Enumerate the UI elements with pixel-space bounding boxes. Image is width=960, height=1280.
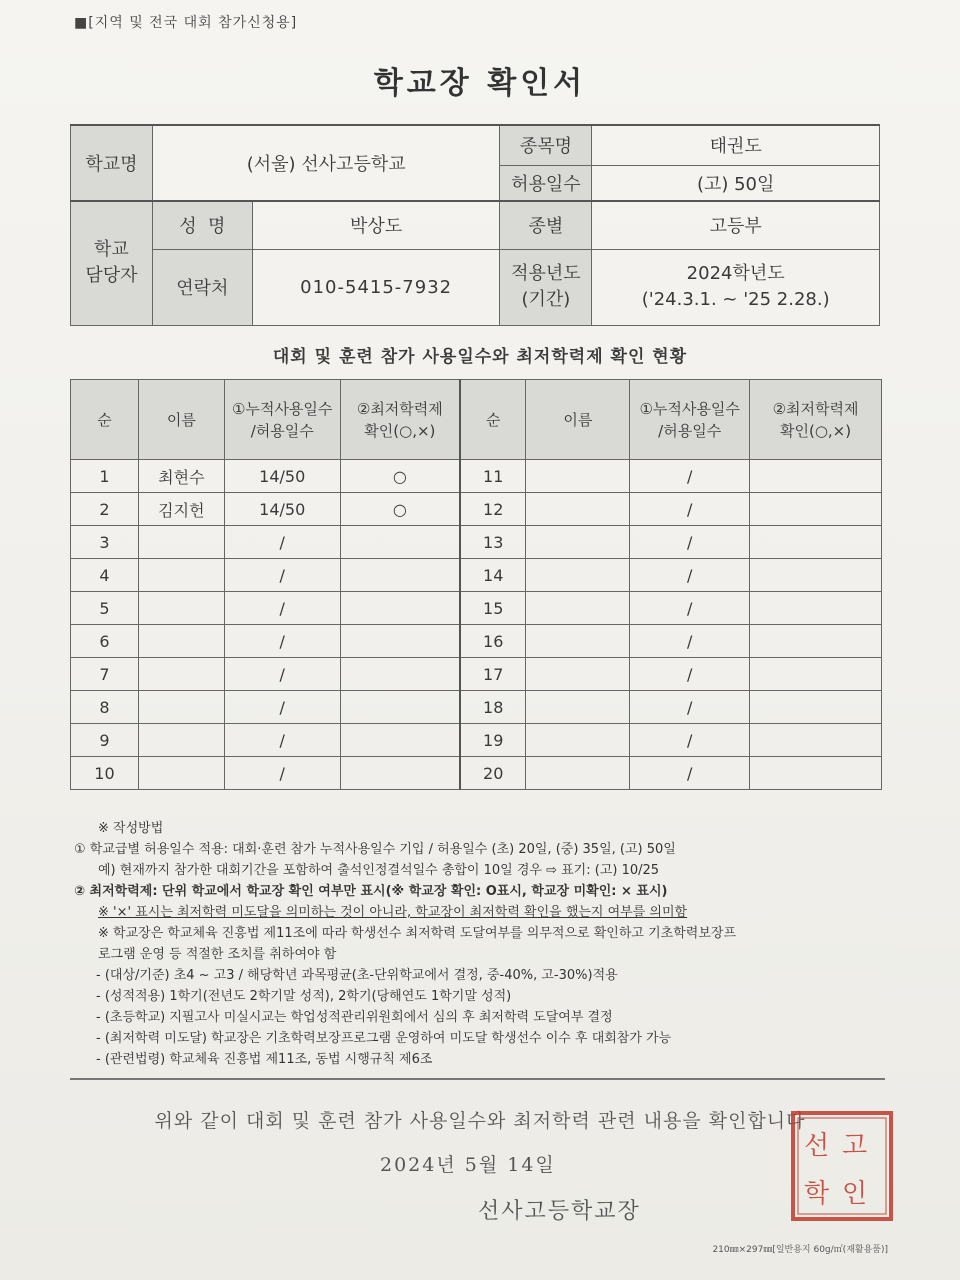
note-1-example: 예) 현재까지 참가한 대회기간을 포함하여 출석인정결석일수 총합이 10일 경우 ⇨ 표기: (고) 10/25 [98, 863, 660, 878]
row-name-2 [526, 460, 630, 493]
school-name-value: (서울) 선사고등학교 [152, 125, 500, 201]
svg-text:고: 고 [842, 1131, 868, 1161]
row-seq: 3 [71, 526, 139, 559]
table-row [71, 757, 882, 790]
table-row [71, 526, 882, 559]
row-check [340, 526, 460, 559]
row-seq-2: 16 [460, 625, 526, 658]
manager-label: 학교 담당자 [71, 201, 153, 325]
row-name [138, 526, 224, 559]
row-days-2: / [630, 493, 750, 526]
row-name: 김지헌 [138, 493, 224, 526]
period-label: 적용년도 (기간) [500, 249, 592, 325]
row-seq: 4 [71, 559, 139, 592]
row-check: ○ [340, 460, 460, 493]
row-check [340, 691, 460, 724]
row-check-2 [750, 592, 882, 625]
svg-text:선: 선 [804, 1131, 830, 1161]
row-seq-2: 11 [460, 460, 526, 493]
row-check-2 [750, 460, 882, 493]
divider-line [70, 1078, 885, 1080]
row-seq-2: 14 [460, 559, 526, 592]
row-name-2 [526, 757, 630, 790]
detail-5: - (관련법령) 학교체육 진흥법 제11조, 동법 시행규칙 제6조 [96, 1052, 433, 1067]
row-check [340, 757, 460, 790]
period-value: 2024학년도 ('24.3.1. ~ '25 2.28.) [592, 249, 880, 325]
svg-text:인: 인 [842, 1179, 868, 1209]
table-row [71, 691, 882, 724]
category-value: 고등부 [592, 201, 880, 249]
row-days-2: / [630, 658, 750, 691]
person-name-label: 성 명 [152, 201, 252, 249]
contact-value: 010-5415-7932 [252, 249, 500, 325]
row-name-2 [526, 724, 630, 757]
row-days-2: / [630, 460, 750, 493]
row-seq: 9 [71, 724, 139, 757]
row-seq-2: 19 [460, 724, 526, 757]
official-seal-icon [790, 1110, 894, 1226]
contact-label: 연락처 [152, 249, 252, 325]
col-name-2: 이름 [526, 380, 630, 460]
school-info-table [70, 124, 880, 326]
row-check-2 [750, 526, 882, 559]
confirmation-statement: 위와 같이 대회 및 훈련 참가 사용일수와 최저학력 관련 내용을 확인합니다 [154, 1110, 806, 1132]
instructions [74, 818, 894, 1070]
row-name-2 [526, 559, 630, 592]
detail-1: - (대상/기준) 초4 ~ 고3 / 해당학년 과목평균(초-단위학교에서 결정, 중-40%, 고-30%)적용 [96, 968, 618, 983]
row-check-2 [750, 493, 882, 526]
row-days: / [224, 559, 340, 592]
col-seq-2: 순 [460, 380, 526, 460]
row-days: 14/50 [224, 493, 340, 526]
principal-name: 선사고등학교장 [478, 1199, 641, 1224]
row-days: 14/50 [224, 460, 340, 493]
row-check [340, 592, 460, 625]
row-name-2 [526, 493, 630, 526]
note-2-b-cont: 로그램 운영 등 적절한 조치를 취하여야 함 [98, 947, 337, 962]
table-row [71, 658, 882, 691]
row-days-2: / [630, 559, 750, 592]
table-row [71, 625, 882, 658]
issue-date: 2024년 5월 14일 [380, 1154, 556, 1176]
detail-3: - (초등학교) 지필고사 미실시교는 학업성적관리위원회에서 심의 후 최저학력 도달여부 결정 [96, 1010, 613, 1025]
row-name-2 [526, 526, 630, 559]
row-name [138, 691, 224, 724]
row-days: / [224, 625, 340, 658]
row-check-2 [750, 625, 882, 658]
row-check: ○ [340, 493, 460, 526]
category-label: 종별 [500, 201, 592, 249]
row-seq-2: 17 [460, 658, 526, 691]
row-name-2 [526, 658, 630, 691]
row-check [340, 559, 460, 592]
row-check-2 [750, 724, 882, 757]
row-name [138, 658, 224, 691]
row-check [340, 658, 460, 691]
row-name-2 [526, 625, 630, 658]
table-row [71, 460, 882, 493]
status-table [70, 379, 882, 790]
row-days: / [224, 592, 340, 625]
row-name-2 [526, 691, 630, 724]
note-2-b: ※ 학교장은 학교체육 진흥법 제11조에 따라 학생선수 최저학력 도달여부를 의무적으로 확인하고 기초학력보장프 [98, 926, 737, 941]
note-2: ② 최저학력제: 단위 학교에서 학교장 확인 여부만 표시(※ 학교장 확인: O표시, 학교장 미확인: × 표시) [74, 884, 668, 899]
row-seq-2: 18 [460, 691, 526, 724]
col-seq: 순 [71, 380, 139, 460]
row-check [340, 724, 460, 757]
row-name [138, 625, 224, 658]
person-name-value: 박상도 [252, 201, 500, 249]
row-seq-2: 15 [460, 592, 526, 625]
row-days: / [224, 691, 340, 724]
allowed-days-value: (고) 50일 [592, 165, 880, 201]
row-seq: 8 [71, 691, 139, 724]
row-seq: 2 [71, 493, 139, 526]
row-days-2: / [630, 625, 750, 658]
row-seq-2: 20 [460, 757, 526, 790]
form-usage-tag: ■[지역 및 전국 대회 참가신청용] [74, 15, 298, 31]
note-1: ① 학교급별 허용일수 적용: 대회·훈련 참가 누적사용일수 기입 / 허용일수 (초) 20일, (중) 35일, (고) 50일 [74, 842, 676, 857]
row-name [138, 559, 224, 592]
row-seq: 6 [71, 625, 139, 658]
row-days-2: / [630, 724, 750, 757]
row-check-2 [750, 757, 882, 790]
col-check: ②최저학력제 확인(○,×) [340, 380, 460, 460]
row-days-2: / [630, 757, 750, 790]
row-check-2 [750, 691, 882, 724]
sport-label: 종목명 [500, 125, 592, 165]
detail-4: - (최저학력 미도달) 학교장은 기초학력보장프로그램 운영하여 미도달 학생선수 이수 후 대회참가 가능 [96, 1031, 672, 1046]
col-days: ①누적사용일수 /허용일수 [224, 380, 340, 460]
row-check [340, 625, 460, 658]
col-name: 이름 [138, 380, 224, 460]
row-name-2 [526, 592, 630, 625]
sport-value: 태권도 [592, 125, 880, 165]
row-name [138, 592, 224, 625]
table-row [71, 592, 882, 625]
col-check-2: ②최저학력제 확인(○,×) [750, 380, 882, 460]
school-name-label: 학교명 [71, 125, 153, 201]
detail-2: - (성적적용) 1학기(전년도 2학기말 성적), 2학기(당해연도 1학기말 성적) [96, 989, 512, 1004]
page-title: 학교장 확인서 [373, 66, 587, 101]
row-days-2: / [630, 691, 750, 724]
row-seq-2: 13 [460, 526, 526, 559]
row-days-2: / [630, 592, 750, 625]
row-seq: 10 [71, 757, 139, 790]
row-name [138, 757, 224, 790]
col-days-2: ①누적사용일수 /허용일수 [630, 380, 750, 460]
svg-text:학: 학 [804, 1179, 830, 1209]
allowed-days-label: 허용일수 [500, 165, 592, 201]
status-table-body [71, 460, 882, 790]
status-subtitle: 대회 및 훈련 참가 사용일수와 최저학력제 확인 현황 [272, 347, 688, 367]
row-days-2: / [630, 526, 750, 559]
row-seq-2: 12 [460, 493, 526, 526]
row-name: 최현수 [138, 460, 224, 493]
row-days: / [224, 757, 340, 790]
table-row [71, 559, 882, 592]
row-check-2 [750, 658, 882, 691]
row-seq: 5 [71, 592, 139, 625]
table-row [71, 724, 882, 757]
paper-spec: 210㎜×297㎜[일반용지 60g/㎡(재활용품)] [712, 1245, 888, 1255]
row-days: / [224, 526, 340, 559]
row-seq: 1 [71, 460, 139, 493]
row-name [138, 724, 224, 757]
table-row [71, 493, 882, 526]
row-check-2 [750, 559, 882, 592]
row-days: / [224, 724, 340, 757]
notes-heading: ※ 작성방법 [98, 821, 164, 836]
row-days: / [224, 658, 340, 691]
note-2-a: ※ '×' 표시는 최저학력 미도달을 의미하는 것이 아니라, 학교장이 최저학력 확인을 했는지 여부를 의미함 [98, 905, 688, 920]
row-seq: 7 [71, 658, 139, 691]
